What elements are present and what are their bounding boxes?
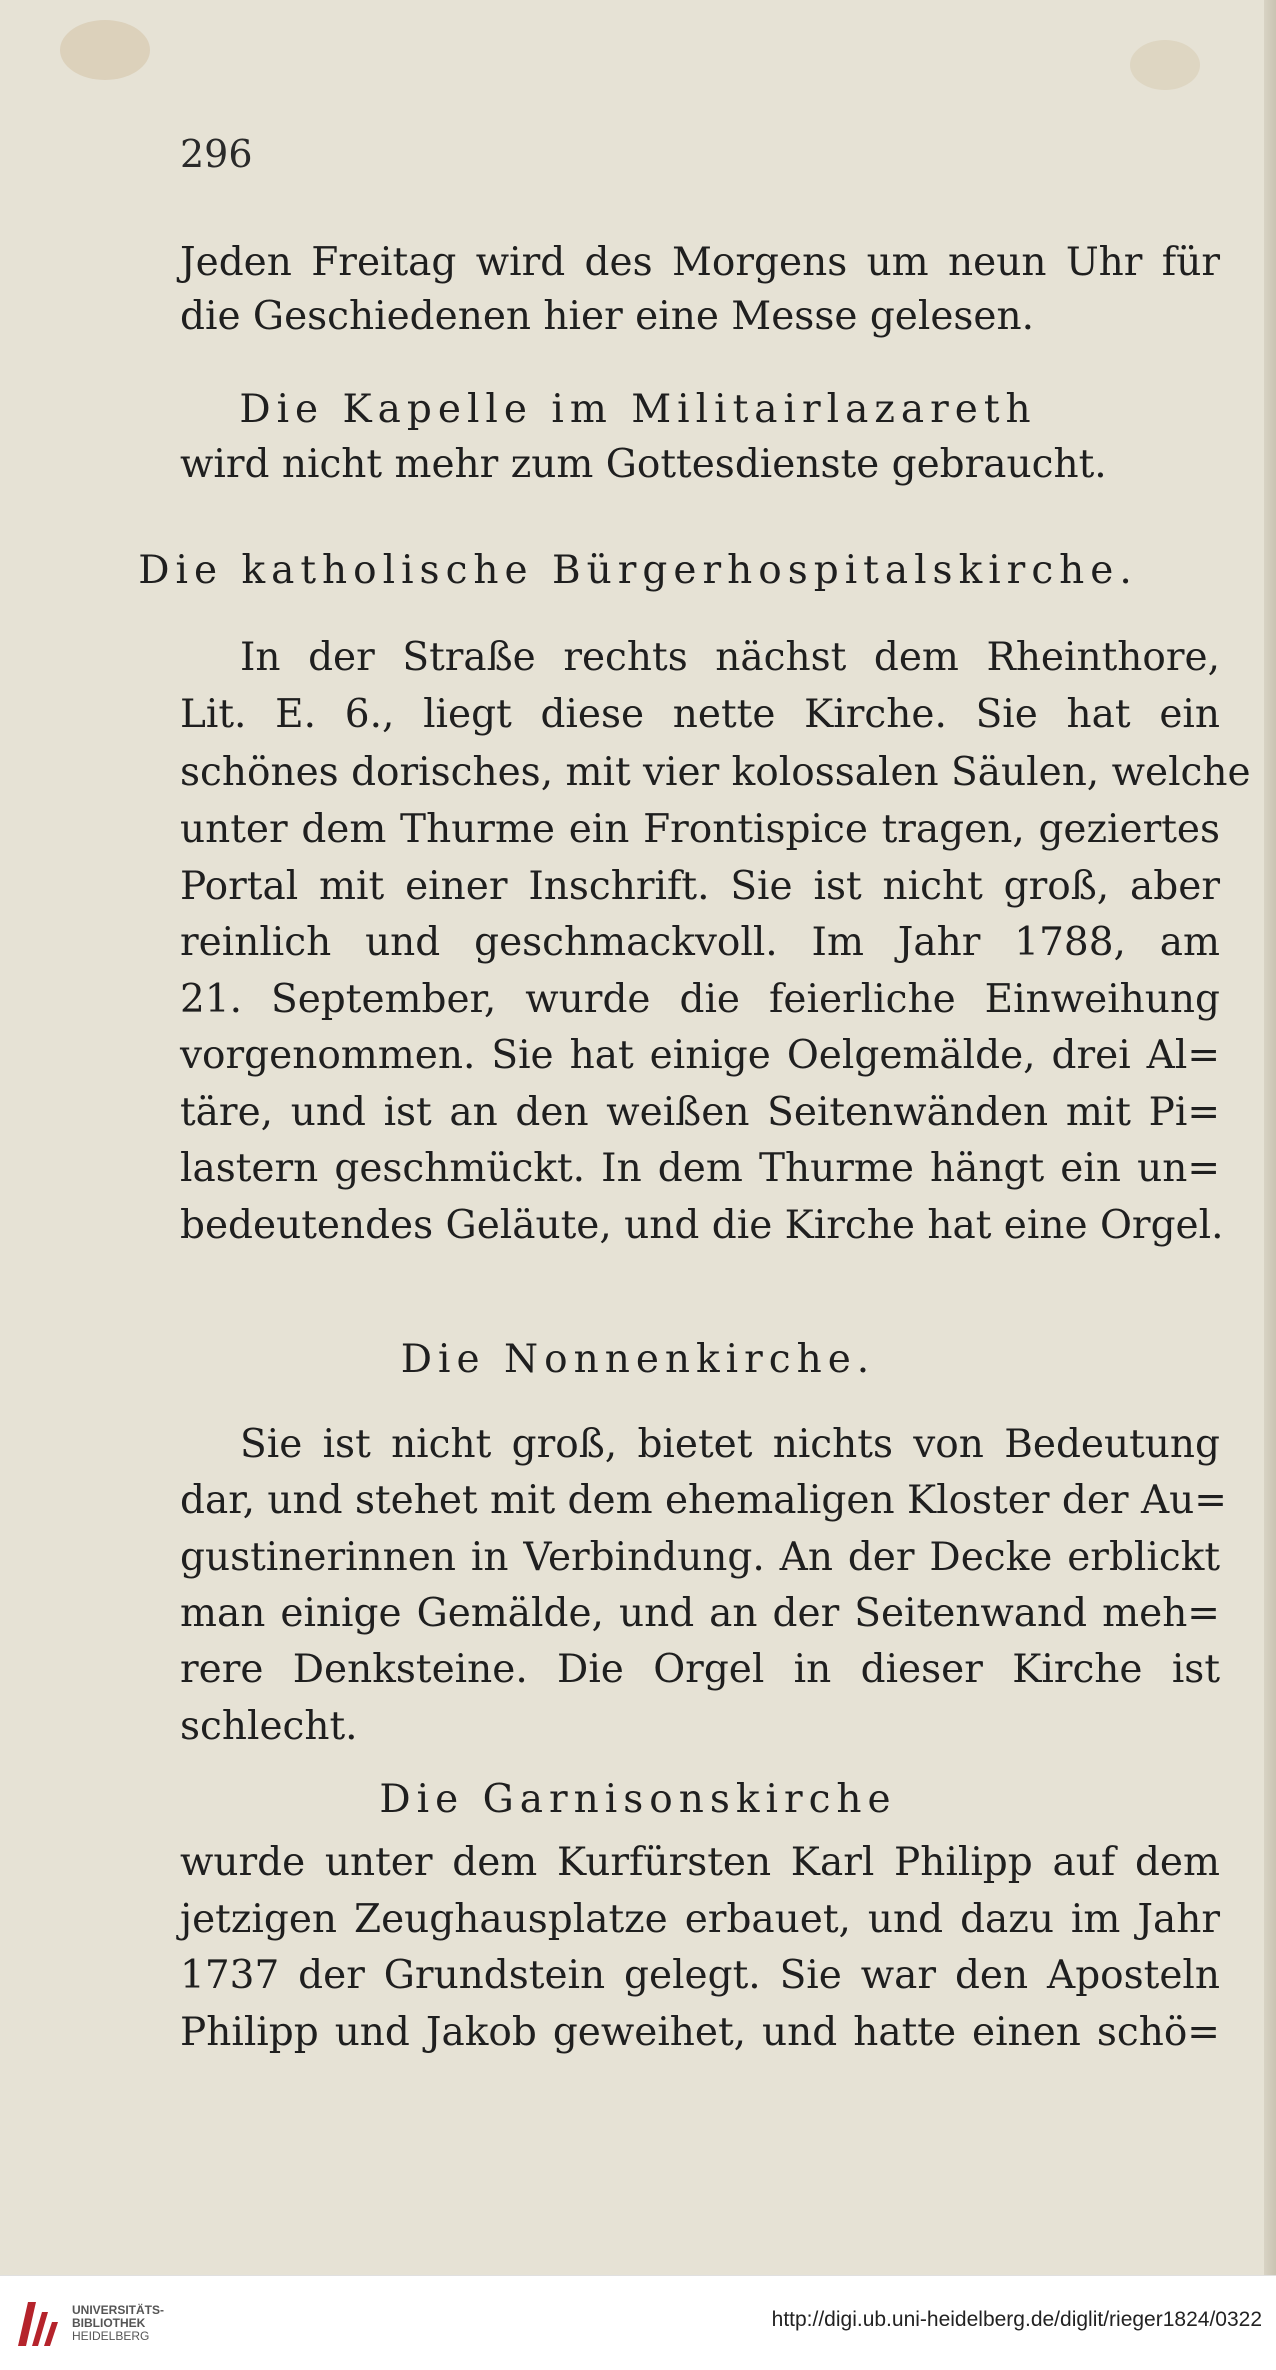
library-name-line: HEIDELBERG [72,2329,150,2343]
text-line: Jeden Freitag wird des Morgens um neun Uhr für [180,240,1220,285]
text-line: Sie ist nicht groß, bietet nichts von Bedeutung [240,1422,1220,1467]
text-line: die Geschiedenen hier eine Messe gelesen. [180,294,1035,339]
text-line: dar, und stehet mit dem ehemaligen Kloster der Au= [180,1478,1227,1523]
page-edge [1264,0,1276,2275]
text-line: täre, und ist an den weißen Seitenwänden mit Pi= [180,1090,1220,1135]
text-line: jetzigen Zeughausplatze erbauet, und dazu im Jahr [180,1897,1220,1942]
section-heading: Die Nonnenkirche. [400,1337,876,1382]
library-name-line: BIBLIOTHEK [72,2316,146,2330]
section-heading: Die katholische Bürgerhospitalskirche. [138,548,1138,593]
library-name [72,2304,164,2343]
text-line: schönes dorisches, mit vier kolossalen Säulen, welche [180,750,1251,795]
text-line: man einige Gemälde, und an der Seitenwand meh= [180,1591,1220,1636]
viewer-footer [0,2275,1276,2370]
section-heading: Die Kapelle im Militairlazareth [239,387,1037,432]
text-line: Lit. E. 6., liegt diese nette Kirche. Sie hat ein [180,692,1220,737]
text-line: gustinerinnen in Verbindung. An der Decke erblickt [180,1535,1220,1580]
text-line: lastern geschmückt. In dem Thurme hängt ein un= [180,1146,1220,1191]
university-library-logo-icon [14,2298,62,2350]
text-line: wurde unter dem Kurfürsten Karl Philipp auf dem [180,1840,1220,1885]
text-line: Philipp und Jakob geweihet, und hatte einen schö= [180,2010,1220,2055]
section-heading: Die Garnisonskirche [379,1777,897,1822]
text-line: unter dem Thurme ein Frontispice tragen, geziertes [180,807,1220,852]
page-number: 296 [180,132,253,176]
text-line: 21. September, wurde die feierliche Einweihung [180,977,1220,1022]
text-line: wird nicht mehr zum Gottesdienste gebraucht. [180,442,1107,487]
text-line: reinlich und geschmackvoll. Im Jahr 1788, am [180,920,1220,965]
library-name-line: UNIVERSITÄTS- [72,2303,165,2317]
source-url[interactable]: http://digi.ub.uni-heidelberg.de/diglit/rieger1824/0322 [771,2308,1262,2331]
paper-stain [1130,40,1200,90]
text-line: bedeutendes Geläute, und die Kirche hat eine Orgel. [180,1203,1224,1248]
text-line: vorgenommen. Sie hat einige Oelgemälde, drei Al= [180,1033,1220,1078]
text-line: rere Denksteine. Die Orgel in dieser Kirche ist [180,1647,1220,1692]
text-line: 1737 der Grundstein gelegt. Sie war den Aposteln [180,1953,1220,1998]
text-line: In der Straße rechts nächst dem Rheinthore, [240,635,1220,680]
text-line: Portal mit einer Inschrift. Sie ist nicht groß, aber [180,864,1220,909]
text-line: schlecht. [180,1704,358,1749]
paper-stain [60,20,150,80]
